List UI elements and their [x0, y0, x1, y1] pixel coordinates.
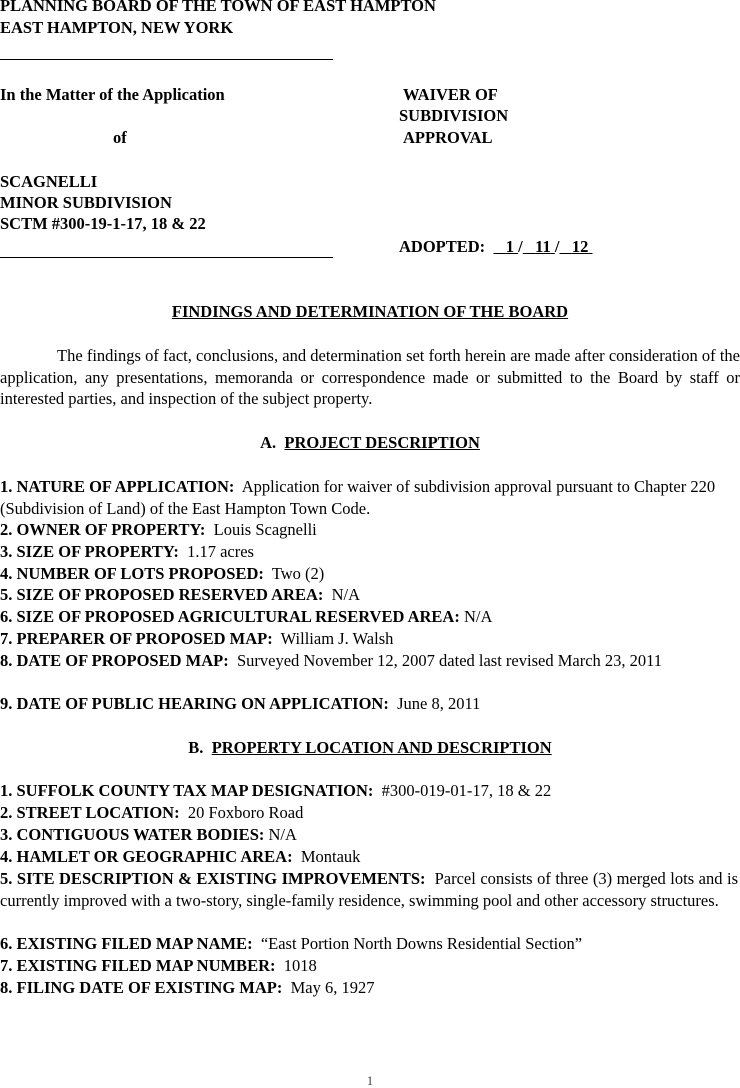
title-line-2: SUBDIVISION — [399, 106, 509, 125]
section-a-item-6: 6. SIZE OF PROPOSED AGRICULTURAL RESERVED AREA: N/A — [0, 607, 493, 626]
subdivision-type: MINOR SUBDIVISION — [0, 193, 172, 212]
section-b-item-7: 7. EXISTING FILED MAP NUMBER: 1018 — [0, 956, 317, 975]
section-a-title: PROJECT DESCRIPTION — [284, 433, 480, 452]
section-b-item-6: 6. EXISTING FILED MAP NAME: “East Portion North Downs Residential Section” — [0, 934, 583, 953]
section-b-item-8: 8. FILING DATE OF EXISTING MAP: May 6, 1927 — [0, 978, 375, 997]
title-line-3: APPROVAL — [403, 128, 493, 147]
section-b-item-2: 2. STREET LOCATION: 20 Foxboro Road — [0, 803, 304, 822]
findings-heading: FINDINGS AND DETERMINATION OF THE BOARD — [171, 302, 569, 321]
section-a-heading — [0, 432, 740, 453]
section-a-item-2: 2. OWNER OF PROPERTY: Louis Scagnelli — [0, 520, 317, 539]
header-divider — [0, 59, 333, 60]
adopted-day: 11 — [535, 237, 551, 256]
section-a-item-4: 4. NUMBER OF LOTS PROPOSED: Two (2) — [0, 564, 325, 583]
adopted-label: ADOPTED: — [399, 237, 486, 256]
of-line: of — [113, 128, 127, 147]
adopted-date: ADOPTED: 1 / 11 / 12 — [399, 236, 592, 257]
sctm-number: SCTM #300-19-1-17, 18 & 22 — [0, 214, 206, 233]
section-a-item-3: 3. SIZE OF PROPERTY: 1.17 acres — [0, 542, 254, 561]
section-a-item-1: 1. NATURE OF APPLICATION: Application for waiver of subdivision approval pursuant to Chapter 220 (Subdivision of Land) of the East Hampton Town Code. — [0, 477, 716, 518]
section-a-item-5: 5. SIZE OF PROPOSED RESERVED AREA: N/A — [0, 585, 361, 604]
section-b-item-1: 1. SUFFOLK COUNTY TAX MAP DESIGNATION: #300-019-01-17, 18 & 22 — [0, 781, 552, 800]
section-a-letter: A. — [260, 433, 277, 452]
adopted-year: 12 — [571, 237, 589, 256]
section-a-item-9: 9. DATE OF PUBLIC HEARING ON APPLICATION: June 8, 2011 — [0, 694, 481, 713]
section-b-title: PROPERTY LOCATION AND DESCRIPTION — [211, 738, 552, 757]
intro-paragraph: The findings of fact, conclusions, and determination set forth herein are made after consideration of the application, any presentations, memoranda or correspondence made or submitted to the Board by staff or interested parties, and inspection of the subject property. — [0, 346, 740, 408]
caption-divider — [0, 257, 333, 258]
section-a-item-8: 8. DATE OF PROPOSED MAP: Surveyed November 12, 2007 dated last revised March 23, 2011 — [0, 651, 663, 670]
section-b-item-4: 4. HAMLET OR GEOGRAPHIC AREA: Montauk — [0, 847, 361, 866]
section-b-item-5: 5. SITE DESCRIPTION & EXISTING IMPROVEMENTS: Parcel consists of three (3) merged lots and is currently improved with a two-story, single-family residence, swimming pool and other accessory structures. — [0, 869, 738, 910]
section-b-letter: B. — [188, 738, 204, 757]
header-line-2: EAST HAMPTON, NEW YORK — [0, 18, 234, 37]
adopted-month: 1 — [505, 237, 515, 256]
matter-line: In the Matter of the Application — [0, 85, 225, 104]
section-b-item-3: 3. CONTIGUOUS WATER BODIES: N/A — [0, 825, 297, 844]
section-a-item-7: 7. PREPARER OF PROPOSED MAP: William J. Walsh — [0, 629, 394, 648]
applicant-name: SCAGNELLI — [0, 172, 98, 191]
page-number: 1 — [366, 1073, 374, 1088]
title-line-1: WAIVER OF — [403, 85, 498, 104]
header-line-1: PLANNING BOARD OF THE TOWN OF EAST HAMPTON — [0, 0, 436, 15]
section-b-heading — [0, 737, 740, 758]
